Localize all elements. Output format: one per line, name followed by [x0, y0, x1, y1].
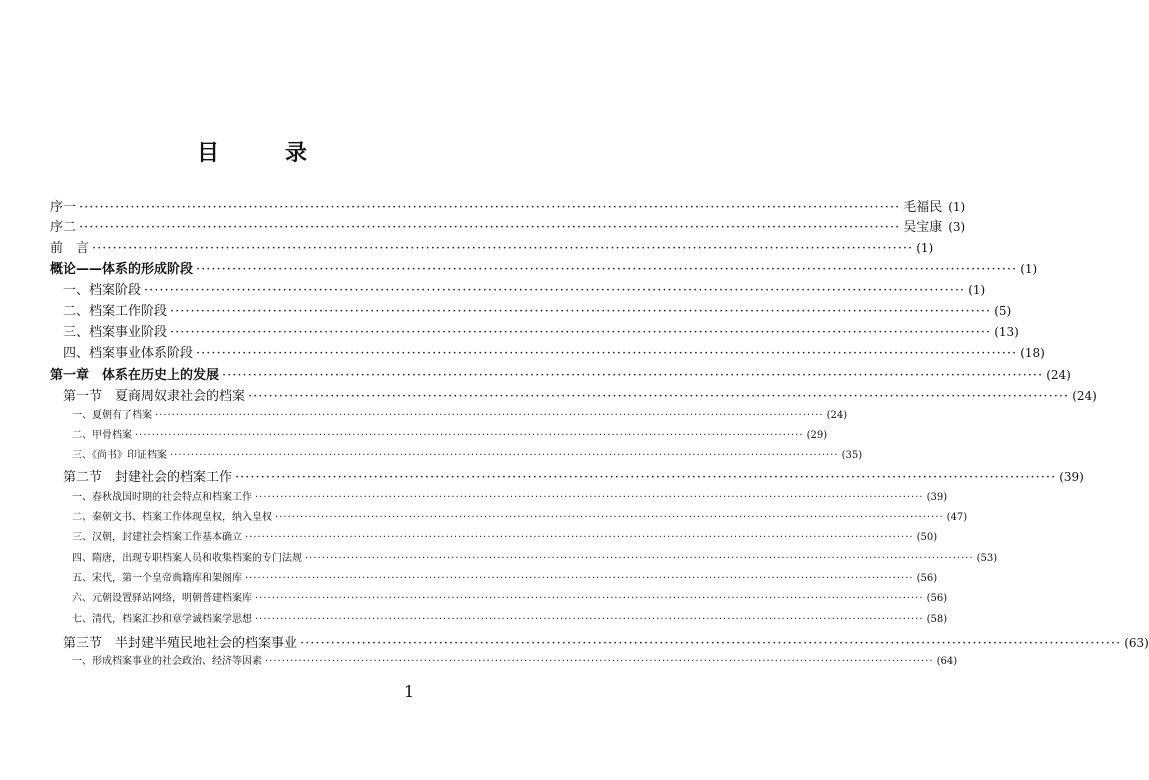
toc-entry-title: 二、档案工作阶段 — [63, 304, 168, 319]
dot-leader: ································································································································································ — [275, 512, 944, 523]
toc-entry-title: 一、夏朝有了档案 — [72, 410, 152, 421]
dot-leader: ································································································································································ — [222, 368, 1044, 383]
dot-leader: ································································································································································ — [135, 430, 804, 441]
toc-entry-page: (5) — [994, 304, 1012, 318]
toc-entry-title: 前 言 — [50, 241, 90, 256]
dot-leader: ································································································································································ — [144, 283, 966, 298]
page-number: 1 — [404, 682, 415, 701]
toc-entry-page: (18) — [1020, 346, 1045, 360]
toc-entry-page: (24) — [1046, 368, 1071, 382]
toc-entry-title: 四、档案事业体系阶段 — [63, 346, 194, 361]
toc-entry-title: 二、甲骨档案 — [72, 430, 132, 441]
toc-entry — [72, 652, 958, 667]
toc-entry-title: 三、《尚书》印证档案 — [72, 450, 167, 461]
toc-entry — [50, 216, 966, 235]
toc-entry-title: 三、档案事业阶段 — [63, 325, 168, 340]
dot-leader: ································································································································································ — [170, 325, 992, 340]
dot-leader: ································································································································································ — [265, 656, 934, 667]
dot-leader: ································································································································································ — [255, 614, 924, 625]
toc-entry — [72, 446, 863, 461]
toc-entry-page: (24) — [826, 410, 848, 421]
toc-entry-title: 第一章 体系在历史上的发展 — [50, 368, 220, 383]
toc-entry-page: (39) — [1059, 470, 1084, 484]
toc-entry-title: 六、元朝设置驿站网络，明朝普建档案库 — [72, 593, 252, 604]
toc-entry-author: 毛福民 — [903, 200, 943, 215]
toc-entry — [63, 632, 1149, 651]
toc-entry — [72, 569, 938, 584]
toc-entry — [63, 279, 986, 298]
toc-entry-title: 第二节 封建社会的档案工作 — [63, 470, 233, 485]
toc-entry-title: 四、隋唐，出现专职档案人员和收集档案的专门法规 — [72, 553, 302, 564]
toc-entry-title: 第一节 夏商周奴隶社会的档案 — [63, 389, 246, 404]
toc-entry-title: 概论——体系的形成阶段 — [50, 262, 194, 277]
toc-entry-page: (1) — [1020, 262, 1038, 276]
toc-entry-page: (63) — [1124, 636, 1149, 650]
dot-leader: ································································································································································ — [155, 410, 824, 421]
dot-leader: ································································································································································ — [79, 200, 901, 215]
page-title: 目 录 — [196, 141, 329, 166]
toc-entry-title: 三、汉朝，封建社会档案工作基本确立 — [72, 532, 242, 543]
toc-entry-page: (58) — [926, 614, 948, 625]
dot-leader: ································································································································································ — [170, 304, 992, 319]
toc-entry-page: (13) — [994, 325, 1019, 339]
dot-leader: ································································································································································ — [235, 470, 1057, 485]
toc-entry — [72, 508, 968, 523]
toc-entry-title: 二、秦朝文书、档案工作体现皇权，纳入皇权 — [72, 512, 272, 523]
dot-leader: ································································································································································ — [92, 241, 914, 256]
toc-entry-page: (1) — [968, 283, 986, 297]
toc-entry — [72, 528, 938, 543]
toc-entry-title: 一、档案阶段 — [63, 283, 142, 298]
dot-leader: ································································································································································ — [245, 573, 914, 584]
toc-entry-title: 七、清代，档案汇抄和章学诚档案学思想 — [72, 614, 252, 625]
toc-entry-title: 一、形成档案事业的社会政治、经济等因素 — [72, 656, 262, 667]
toc-entry-page: (1) — [948, 200, 966, 214]
toc-entry-page: (64) — [936, 656, 958, 667]
dot-leader: ································································································································································ — [248, 389, 1070, 404]
toc-entry-page: (24) — [1072, 389, 1097, 403]
toc-entry — [72, 549, 998, 564]
toc-entry-title: 五、宋代，第一个皇帝典籍库和架阁库 — [72, 573, 242, 584]
toc-entry-page: (1) — [916, 241, 934, 255]
toc-entry — [50, 237, 934, 256]
toc-entry — [63, 300, 1012, 319]
toc-entry — [72, 488, 948, 503]
toc-entry — [63, 385, 1097, 404]
toc-entry — [63, 321, 1019, 340]
dot-leader: ································································································································································ — [196, 262, 1018, 277]
toc-entry — [63, 342, 1045, 361]
toc-entry — [50, 258, 1038, 277]
dot-leader: ································································································································································ — [245, 532, 914, 543]
dot-leader: ································································································································································ — [255, 492, 924, 503]
toc-entry-author: 吴宝康 — [903, 220, 943, 235]
toc-entry-page: (56) — [926, 593, 948, 604]
toc-entry-page: (53) — [976, 553, 998, 564]
dot-leader: ································································································································································ — [255, 593, 924, 604]
dot-leader: ································································································································································ — [170, 450, 839, 461]
toc-entry-page: (50) — [916, 532, 938, 543]
toc-entry-title: 序一 — [50, 200, 77, 215]
toc-entry-page: (56) — [916, 573, 938, 584]
toc-entry — [63, 466, 1084, 485]
toc-entry-page: (3) — [948, 220, 966, 234]
toc-entry — [72, 406, 848, 421]
toc-entry-page: (29) — [806, 430, 828, 441]
dot-leader: ································································································································································ — [79, 220, 901, 235]
toc-entry — [72, 589, 948, 604]
dot-leader: ································································································································································ — [196, 346, 1018, 361]
toc-entry-page: (47) — [946, 512, 968, 523]
dot-leader: ································································································································································ — [300, 636, 1122, 651]
toc-entry-page: (35) — [841, 450, 863, 461]
dot-leader: ································································································································································ — [305, 553, 974, 564]
toc-entry-title: 一、春秋战国时期的社会特点和档案工作 — [72, 492, 252, 503]
toc-entry — [50, 364, 1071, 383]
toc-entry-title: 序二 — [50, 220, 77, 235]
toc-entry — [72, 426, 828, 441]
toc-entry-page: (39) — [926, 492, 948, 503]
toc-entry-title: 第三节 半封建半殖民地社会的档案事业 — [63, 636, 298, 651]
toc-entry — [50, 196, 966, 215]
toc-entry — [72, 610, 948, 625]
